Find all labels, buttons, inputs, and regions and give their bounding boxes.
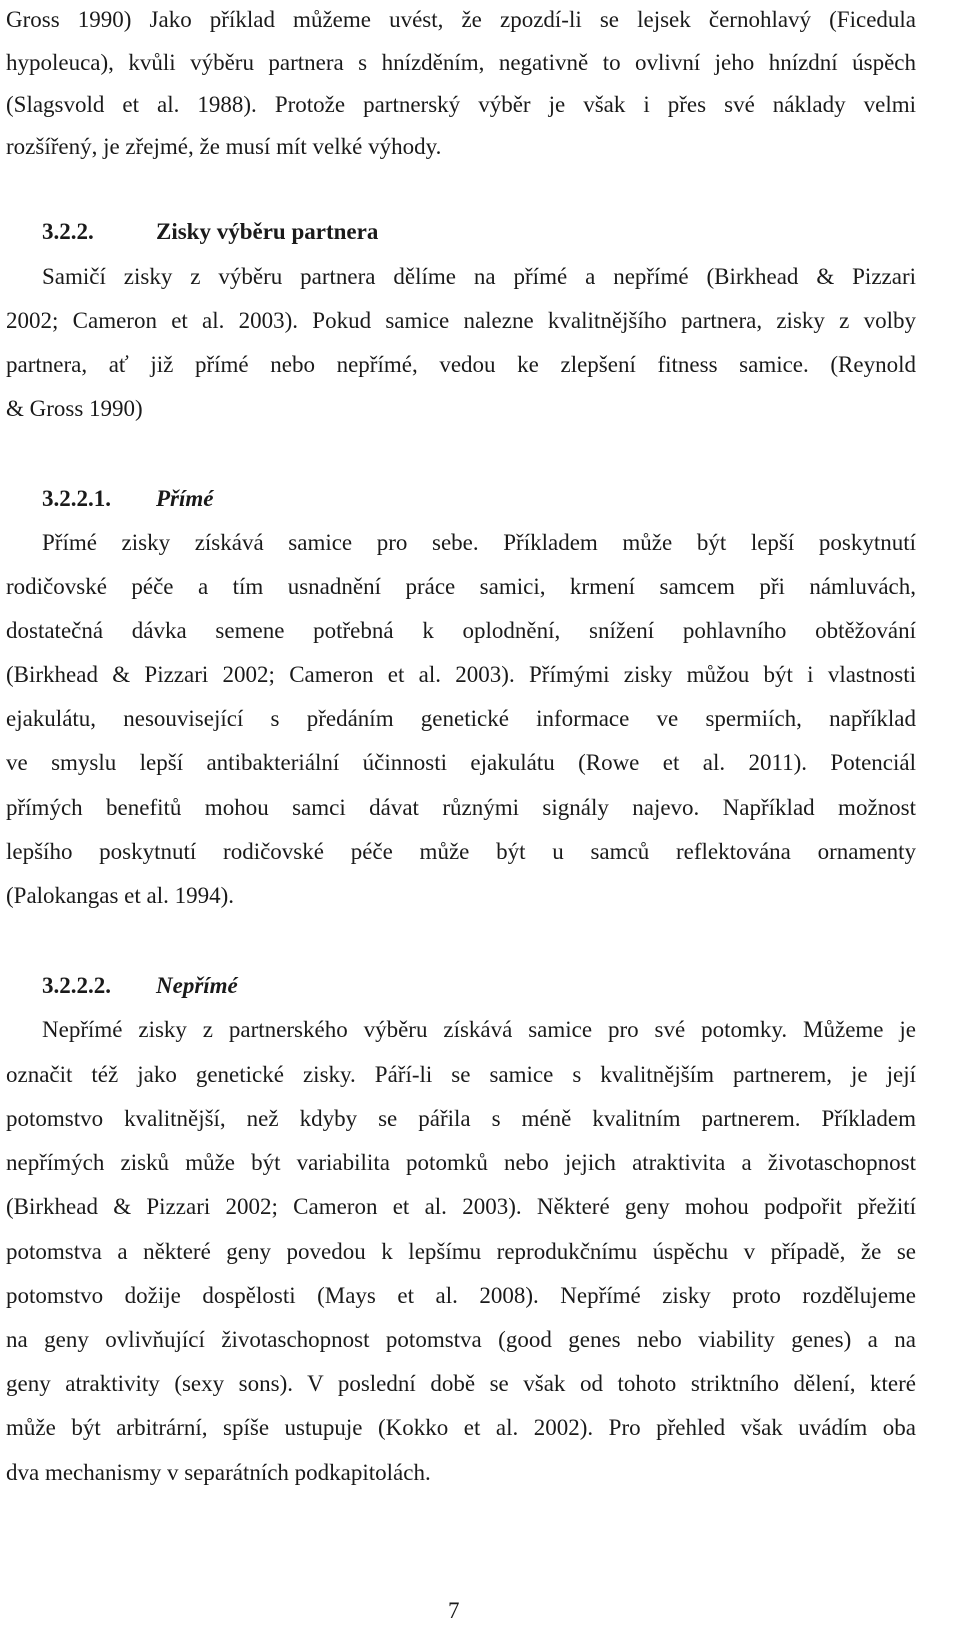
- section-title: Zisky výběru partnera: [156, 219, 379, 244]
- section-title: Nepřímé: [156, 973, 238, 998]
- paragraph-line: geny atraktivity (sexy sons). V poslední době se však od tohoto striktního dělení, které: [6, 1371, 916, 1396]
- paragraph-line: & Gross 1990): [6, 396, 143, 421]
- paragraph-line: Gross 1990) Jako příklad můžeme uvést, že zpozdí-li se lejsek černohlavý (Ficedula: [6, 7, 916, 32]
- paragraph-line: (Birkhead & Pizzari 2002; Cameron et al. 2003). Některé geny mohou podpořit přežití: [6, 1194, 916, 1219]
- paragraph-line: (Slagsvold et al. 1988). Protože partnerský výběr je však i přes své náklady velmi: [6, 92, 916, 117]
- paragraph-line: (Palokangas et al. 1994).: [6, 883, 235, 908]
- paragraph-line: dostatečná dávka semene potřebná k oplodnění, snížení pohlavního obtěžování: [6, 618, 916, 643]
- paragraph-line: může být arbitrární, spíše ustupuje (Kokko et al. 2002). Pro přehled však uvádím oba: [6, 1415, 916, 1440]
- page-number: 7: [448, 1598, 460, 1623]
- paragraph-line: dva mechanismy v separátních podkapitolách.: [6, 1460, 431, 1485]
- paragraph-line: Nepřímé zisky z partnerského výběru získává samice pro své potomky. Můžeme je: [42, 1017, 916, 1042]
- paragraph-line: Přímé zisky získává samice pro sebe. Příkladem může být lepší poskytnutí: [42, 530, 916, 555]
- paragraph-line: potomstva a některé geny povedou k lepšímu reprodukčnímu úspěchu v případě, že se: [6, 1239, 916, 1264]
- section-heading-3-2-2: [42, 219, 378, 245]
- paragraph-line: ve smyslu lepší antibakteriální účinnosti ejakulátu (Rowe et al. 2011). Potenciál: [6, 750, 916, 775]
- paragraph-line: označit též jako genetické zisky. Páří-li se samice s kvalitnějším partnerem, je její: [6, 1062, 916, 1087]
- section-number: 3.2.2.1.: [42, 486, 111, 511]
- paragraph-line: přímých benefitů mohou samci dávat různými signály najevo. Například možnost: [6, 795, 916, 820]
- paragraph-line: nepřímých zisků může být variabilita potomků nebo jejich atraktivita a životaschopnost: [6, 1150, 916, 1175]
- section-number: 3.2.2.2.: [42, 973, 111, 998]
- paragraph-line: rodičovské péče a tím usnadnění práce samici, krmení samcem při námluvách,: [6, 574, 916, 599]
- section-heading-3-2-2-2: [42, 973, 238, 999]
- paragraph-line: lepšího poskytnutí rodičovské péče může být u samců reflektována ornamenty: [6, 839, 916, 864]
- section-heading-3-2-2-1: [42, 486, 214, 512]
- paragraph-line: na geny ovlivňující životaschopnost potomstva (good genes nebo viability genes) a na: [6, 1327, 916, 1352]
- paragraph-line: 2002; Cameron et al. 2003). Pokud samice nalezne kvalitnějšího partnera, zisky z volby: [6, 308, 916, 333]
- paragraph-line: ejakulátu, nesouvisející s předáním genetické informace ve spermiích, například: [6, 706, 916, 731]
- paragraph-line: rozšířený, je zřejmé, že musí mít velké výhody.: [6, 134, 442, 159]
- section-number: 3.2.2.: [42, 219, 94, 244]
- paragraph-line: Samičí zisky z výběru partnera dělíme na přímé a nepřímé (Birkhead & Pizzari: [42, 264, 916, 289]
- paragraph-line: partnera, ať již přímé nebo nepřímé, vedou ke zlepšení fitness samice. (Reynold: [6, 352, 916, 377]
- paragraph-line: potomstvo kvalitnější, než kdyby se pářila s méně kvalitním partnerem. Příkladem: [6, 1106, 916, 1131]
- paragraph-line: potomstvo dožije dospělosti (Mays et al. 2008). Nepřímé zisky proto rozdělujeme: [6, 1283, 916, 1308]
- paragraph-line: (Birkhead & Pizzari 2002; Cameron et al. 2003). Přímými zisky můžou být i vlastnosti: [6, 662, 916, 687]
- paragraph-line: hypoleuca), kvůli výběru partnera s hnízděním, negativně to ovlivní jeho hnízdní úspěch: [6, 50, 916, 75]
- section-title: Přímé: [156, 486, 214, 511]
